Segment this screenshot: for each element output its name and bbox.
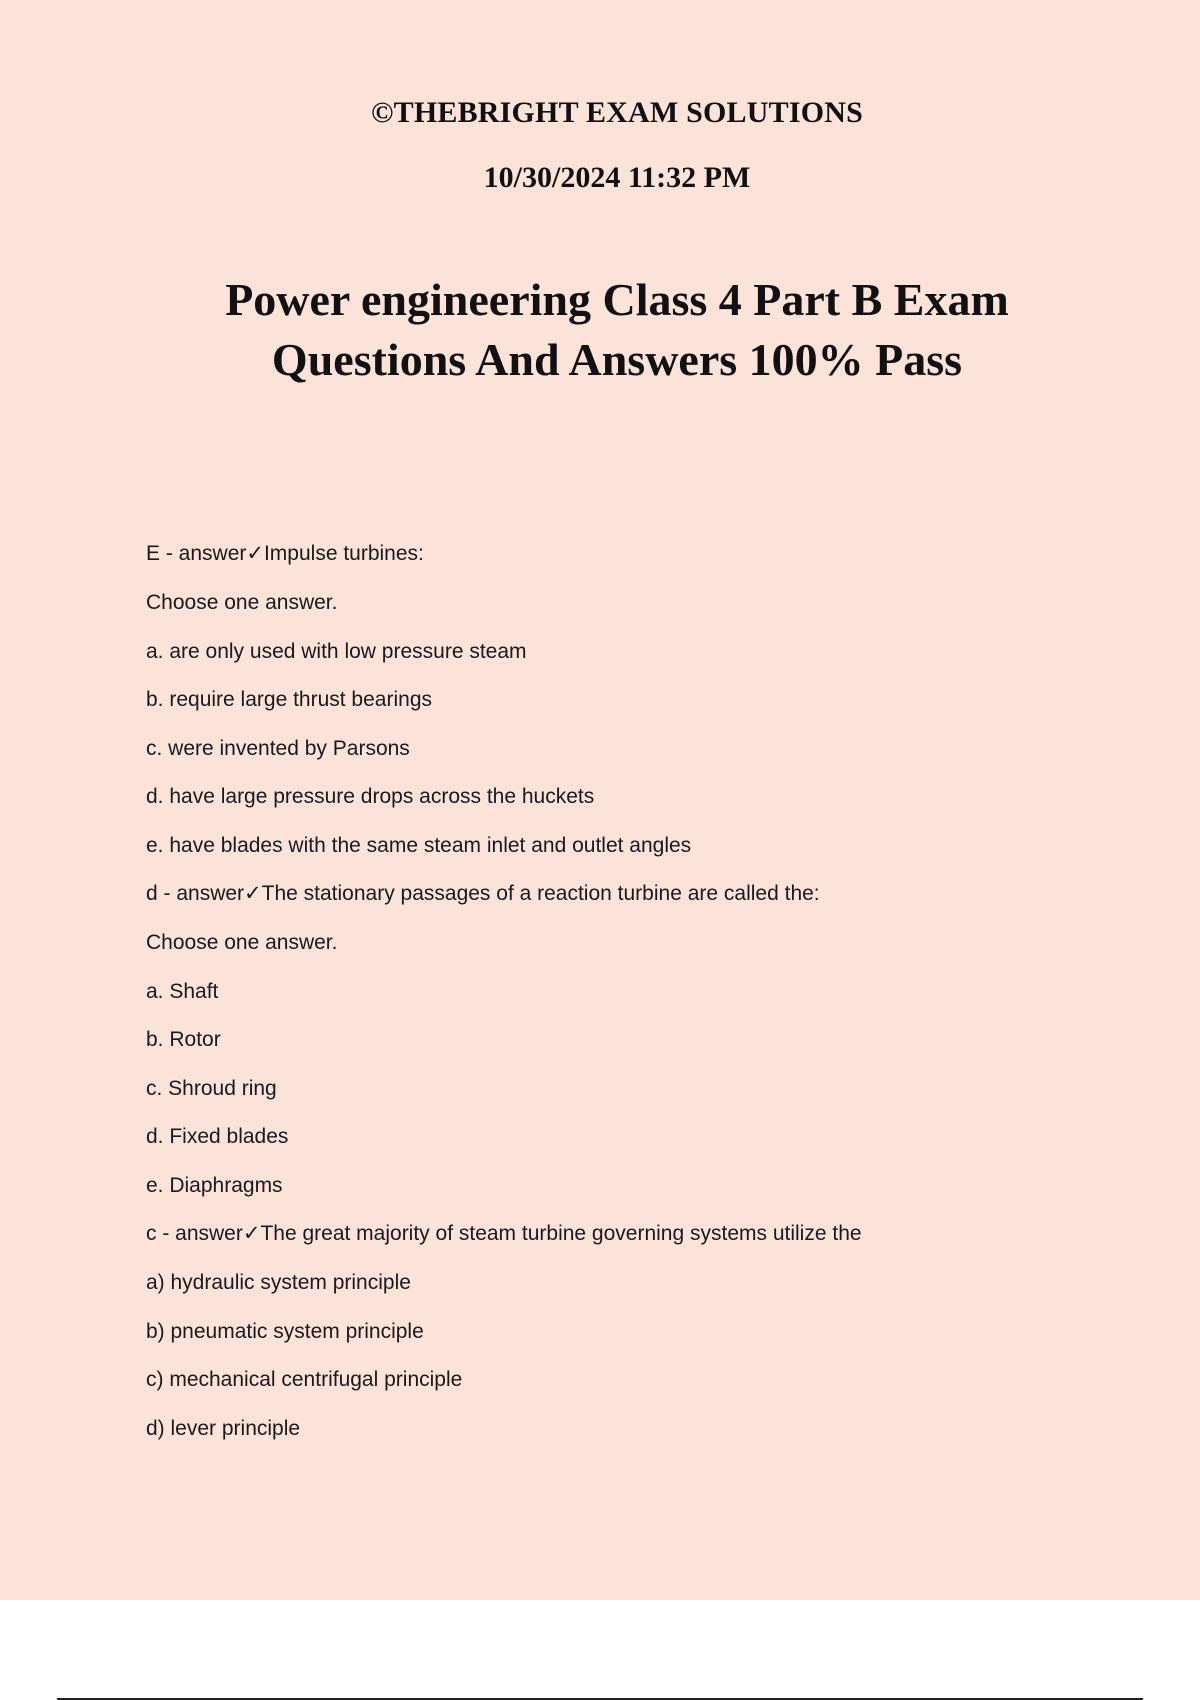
option-line: c. were invented by Parsons — [146, 736, 410, 760]
answer-question-line: c - answer✓The great majority of steam turbine governing systems utilize the — [146, 1222, 862, 1245]
option-line: d) lever principle — [146, 1416, 301, 1440]
answer-question-line: E - answer✓Impulse turbines: — [146, 542, 424, 565]
option-line: d. have large pressure drops across the huckets — [146, 785, 595, 808]
option-line: e. Diaphragms — [146, 1173, 283, 1197]
document-title-line-1: Power engineering Class 4 Part B Exam — [225, 274, 1009, 325]
option-line: c) mechanical centrifugal principle — [146, 1368, 463, 1391]
document-title — [0, 270, 1200, 390]
option-line: b. Rotor — [146, 1028, 221, 1051]
answer-question-line: d - answer✓The stationary passages of a reaction turbine are called the: — [146, 882, 820, 905]
timestamp-header: 10/30/2024 11:32 PM — [483, 161, 751, 194]
option-line: d. Fixed blades — [146, 1125, 289, 1148]
option-line: a) hydraulic system principle — [146, 1271, 411, 1294]
option-line: c. Shroud ring — [146, 1076, 277, 1100]
option-line: e. have blades with the same steam inlet and outlet angles — [146, 833, 692, 857]
option-line: b) pneumatic system principle — [146, 1319, 424, 1343]
option-line: a. are only used with low pressure steam — [146, 639, 527, 663]
company-watermark-header: ©THEBRIGHT EXAM SOLUTIONS — [371, 96, 863, 129]
question-answer-list — [146, 538, 862, 1461]
instruction-line: Choose one answer. — [146, 591, 338, 614]
document-title-line-2: Questions And Answers 100% Pass — [271, 334, 963, 385]
option-line: a. Shaft — [146, 979, 219, 1003]
option-line: b. require large thrust bearings — [146, 688, 432, 711]
instruction-line: Choose one answer. — [146, 931, 338, 954]
